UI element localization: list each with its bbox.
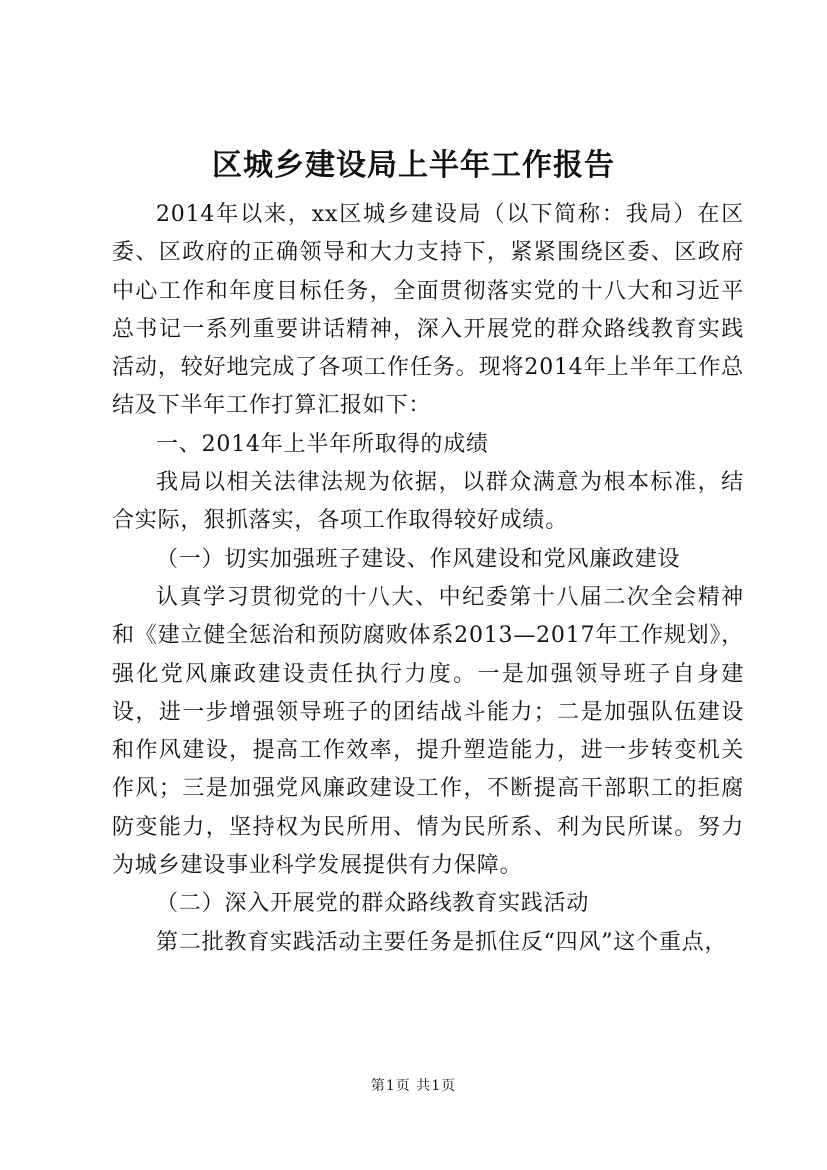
document-title: 区城乡建设局上半年工作报告	[212, 148, 615, 183]
intro-paragraph: 2014年以来，xx区城乡建设局（以下简称：我局）在区委、区政府的正确领导和大力支持下，紧紧围绕区委、区政府中心工作和年度目标任务，全面贯彻落实党的十八大和习近平总书记一系列重要讲话精神，深入开展党的群众路线教育实践活动，较好地完成了各项工作任务。现将2014年上半年工作总结及下半年工作打算汇报如下：	[112, 202, 744, 419]
section-1-paragraph: 我局以相关法律法规为依据，以群众满意为根本标准，结合实际，狠抓落实，各项工作取得较好成绩。	[112, 470, 744, 534]
subsection-2-paragraph: 第二批教育实践活动主要任务是抓住反“四风”这个重点，	[156, 929, 728, 955]
subsection-heading-2: （二）深入开展党的群众路线教育实践活动	[156, 891, 590, 917]
page-footer: 第1页 共1页	[370, 1078, 457, 1094]
section-heading-1: 一、2014年上半年所取得的成绩	[156, 431, 489, 457]
subsection-heading-1: （一）切实加强班子建设、作风建设和党风廉政建设	[156, 546, 681, 572]
document-body	[112, 196, 744, 962]
subsection-1-paragraph: 认真学习贯彻党的十八大、中纪委第十八届二次全会精神和《建立健全惩治和预防腐败体系2013—2017年工作规划》，强化党风廉政建设责任执行力度。一是加强领导班子自身建设，进一步增强领导班子的团结战斗能力；二是加强队伍建设和作风建设，提高工作效率，提升塑造能力，进一步转变机关作风；三是加强党风廉政建设工作，不断提高干部职工的拒腐防变能力，坚持权为民所用、情为民所系、利为民所谋。努力为城乡建设事业科学发展提供有力保障。	[112, 584, 744, 879]
